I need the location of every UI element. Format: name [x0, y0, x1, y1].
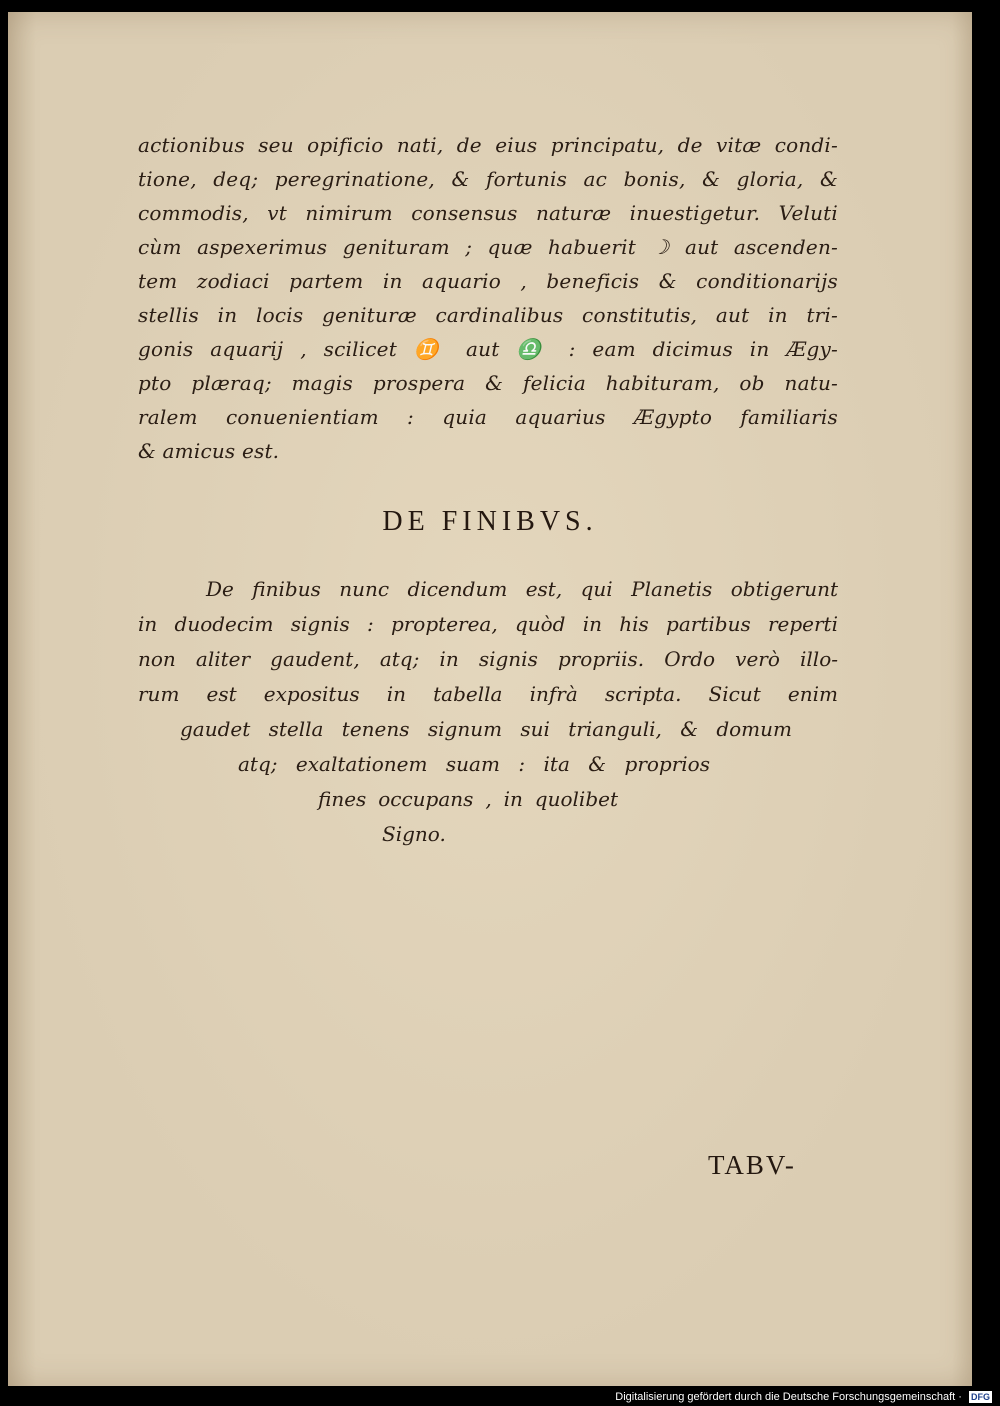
text-line: rum est expositus in tabella infrà scripta. Sicut enim	[138, 682, 838, 706]
digitization-footer	[0, 1388, 992, 1406]
text-line: non aliter gaudent, atq; in signis propriis. Ordo verò illo-	[138, 647, 838, 671]
text-line: pto plæraq; magis prospera & felicia habituram, ob natu-	[138, 371, 838, 395]
text-line: cùm aspexerimus genituram ; quæ habuerit ☽ aut ascenden-	[138, 235, 838, 259]
catchword: TABV-	[708, 1150, 796, 1180]
text-line: Signo.	[382, 822, 446, 846]
text-line: stellis in locis genituræ cardinalibus constitutis, aut in tri-	[138, 303, 838, 327]
section-heading: DE FINIBVS.	[382, 506, 598, 537]
book-page	[8, 12, 972, 1386]
text-line: gaudet stella tenens signum sui trianguli, & domum	[180, 717, 792, 741]
text-line: tem zodiaci partem in aquario , beneficis & conditionarijs	[138, 269, 838, 293]
text-line: gonis aquarij , scilicet ♊ aut ♎ : eam dicimus in Ægy-	[138, 337, 838, 361]
text-line: commodis, vt nimirum consensus naturæ inuestigetur. Veluti	[138, 201, 838, 225]
text-line: ralem conuenientiam : quia aquarius Ægypto familiaris	[138, 405, 838, 429]
text-line: atq; exaltationem suam : ita & proprios	[238, 752, 710, 776]
text-line: & amicus est.	[138, 439, 280, 463]
funding-note: Digitalisierung gefördert durch die Deutsche Forschungsgemeinschaft ·	[615, 1391, 962, 1403]
text-line: fines occupans , in quolibet	[318, 787, 618, 811]
text-line: actionibus seu opificio nati, de eius principatu, de vitæ condi-	[138, 133, 838, 157]
text-line: in duodecim signis : propterea, quòd in his partibus reperti	[138, 612, 838, 636]
text-line: De finibus nunc dicendum est, qui Planetis obtigerunt	[206, 577, 838, 601]
paragraph-2	[138, 572, 838, 852]
dfg-logo-icon: DFG	[971, 1392, 990, 1403]
text-line: tione, deq; peregrinatione, & fortunis ac bonis, & gloria, &	[138, 167, 838, 191]
paragraph-1	[138, 128, 838, 468]
